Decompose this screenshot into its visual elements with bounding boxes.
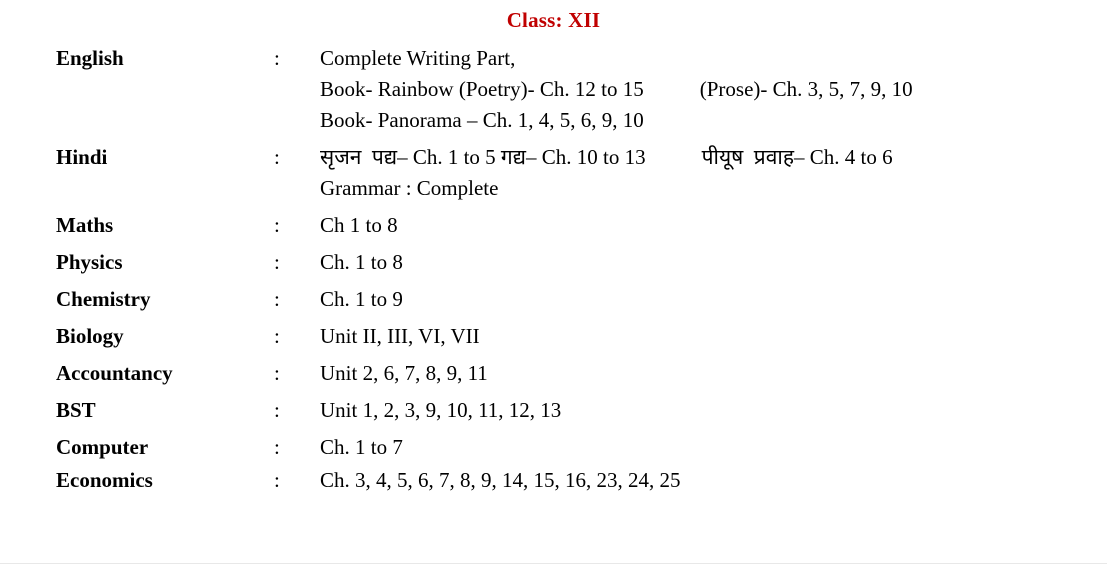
detail-text: Ch 1 to 8: [320, 213, 398, 237]
subject-row: [56, 358, 1087, 389]
subject-name: BST: [56, 398, 96, 422]
subject-list: [56, 43, 1087, 496]
row-separator: :: [274, 250, 280, 274]
subject-detail: [320, 284, 1087, 315]
row-separator: :: [274, 398, 280, 422]
detail-text: Ch. 1 to 7: [320, 435, 403, 459]
detail-line: [320, 358, 1087, 389]
detail-line: [320, 284, 1087, 315]
subject-row: [56, 432, 1087, 463]
subject-detail: [320, 395, 1087, 426]
detail-line: [320, 74, 1087, 105]
subject-detail: [320, 43, 1087, 136]
subject-detail: [320, 358, 1087, 389]
detail-line: [320, 465, 1087, 496]
subject-row: [56, 284, 1087, 315]
subject-row: [56, 43, 1087, 136]
detail-line: [320, 210, 1087, 241]
subject-name: Biology: [56, 324, 124, 348]
detail-text-secondary: (Prose)- Ch. 3, 5, 7, 9, 10: [699, 77, 913, 101]
subject-name: English: [56, 46, 124, 70]
subject-row: [56, 465, 1087, 496]
detail-line: [320, 43, 1087, 74]
subject-detail: [320, 465, 1087, 496]
row-separator: :: [274, 435, 280, 459]
detail-text: Book- Panorama – Ch. 1, 4, 5, 6, 9, 10: [320, 108, 644, 132]
detail-text: Unit 1, 2, 3, 9, 10, 11, 12, 13: [320, 398, 562, 422]
subject-name: Physics: [56, 250, 123, 274]
page-title: Class: XII: [506, 8, 601, 32]
bottom-divider: [0, 563, 1107, 564]
subject-detail: [320, 432, 1087, 463]
detail-line: [320, 395, 1087, 426]
subject-detail: [320, 321, 1087, 352]
subject-name: Chemistry: [56, 287, 151, 311]
subject-row: [56, 210, 1087, 241]
row-separator: :: [274, 145, 280, 169]
detail-text: Ch. 1 to 8: [320, 250, 403, 274]
detail-text: Unit 2, 6, 7, 8, 9, 11: [320, 361, 488, 385]
detail-text-secondary: पीयूष प्रवाह– Ch. 4 to 6: [701, 145, 893, 169]
row-separator: :: [274, 46, 280, 70]
row-separator: :: [274, 324, 280, 348]
detail-line: [320, 142, 1087, 173]
detail-text: Unit II, III, VI, VII: [320, 324, 480, 348]
subject-row: [56, 321, 1087, 352]
detail-line: [320, 173, 1087, 204]
syllabus-page: [0, 8, 1107, 574]
detail-line: [320, 321, 1087, 352]
subject-row: [56, 247, 1087, 278]
row-separator: :: [274, 213, 280, 237]
subject-name: Computer: [56, 435, 149, 459]
detail-text: Book- Rainbow (Poetry)- Ch. 12 to 15: [320, 77, 644, 101]
detail-text: Grammar : Complete: [320, 176, 499, 200]
row-separator: :: [274, 287, 280, 311]
detail-text: सृजन पद्य– Ch. 1 to 5 गद्य– Ch. 10 to 13: [320, 145, 646, 169]
detail-line: [320, 432, 1087, 463]
detail-text: Ch. 3, 4, 5, 6, 7, 8, 9, 14, 15, 16, 23, 24, 25: [320, 468, 681, 492]
detail-line: [320, 105, 1087, 136]
subject-row: [56, 395, 1087, 426]
detail-text: Ch. 1 to 9: [320, 287, 403, 311]
subject-name: Hindi: [56, 145, 108, 169]
subject-name: Maths: [56, 213, 114, 237]
row-separator: :: [274, 361, 280, 385]
subject-name: Accountancy: [56, 361, 173, 385]
detail-text: Complete Writing Part,: [320, 46, 516, 70]
detail-line: [320, 247, 1087, 278]
subject-row: [56, 142, 1087, 204]
subject-detail: [320, 142, 1087, 204]
subject-detail: [320, 210, 1087, 241]
subject-detail: [320, 247, 1087, 278]
subject-name: Economics: [56, 468, 153, 492]
row-separator: :: [274, 468, 280, 492]
